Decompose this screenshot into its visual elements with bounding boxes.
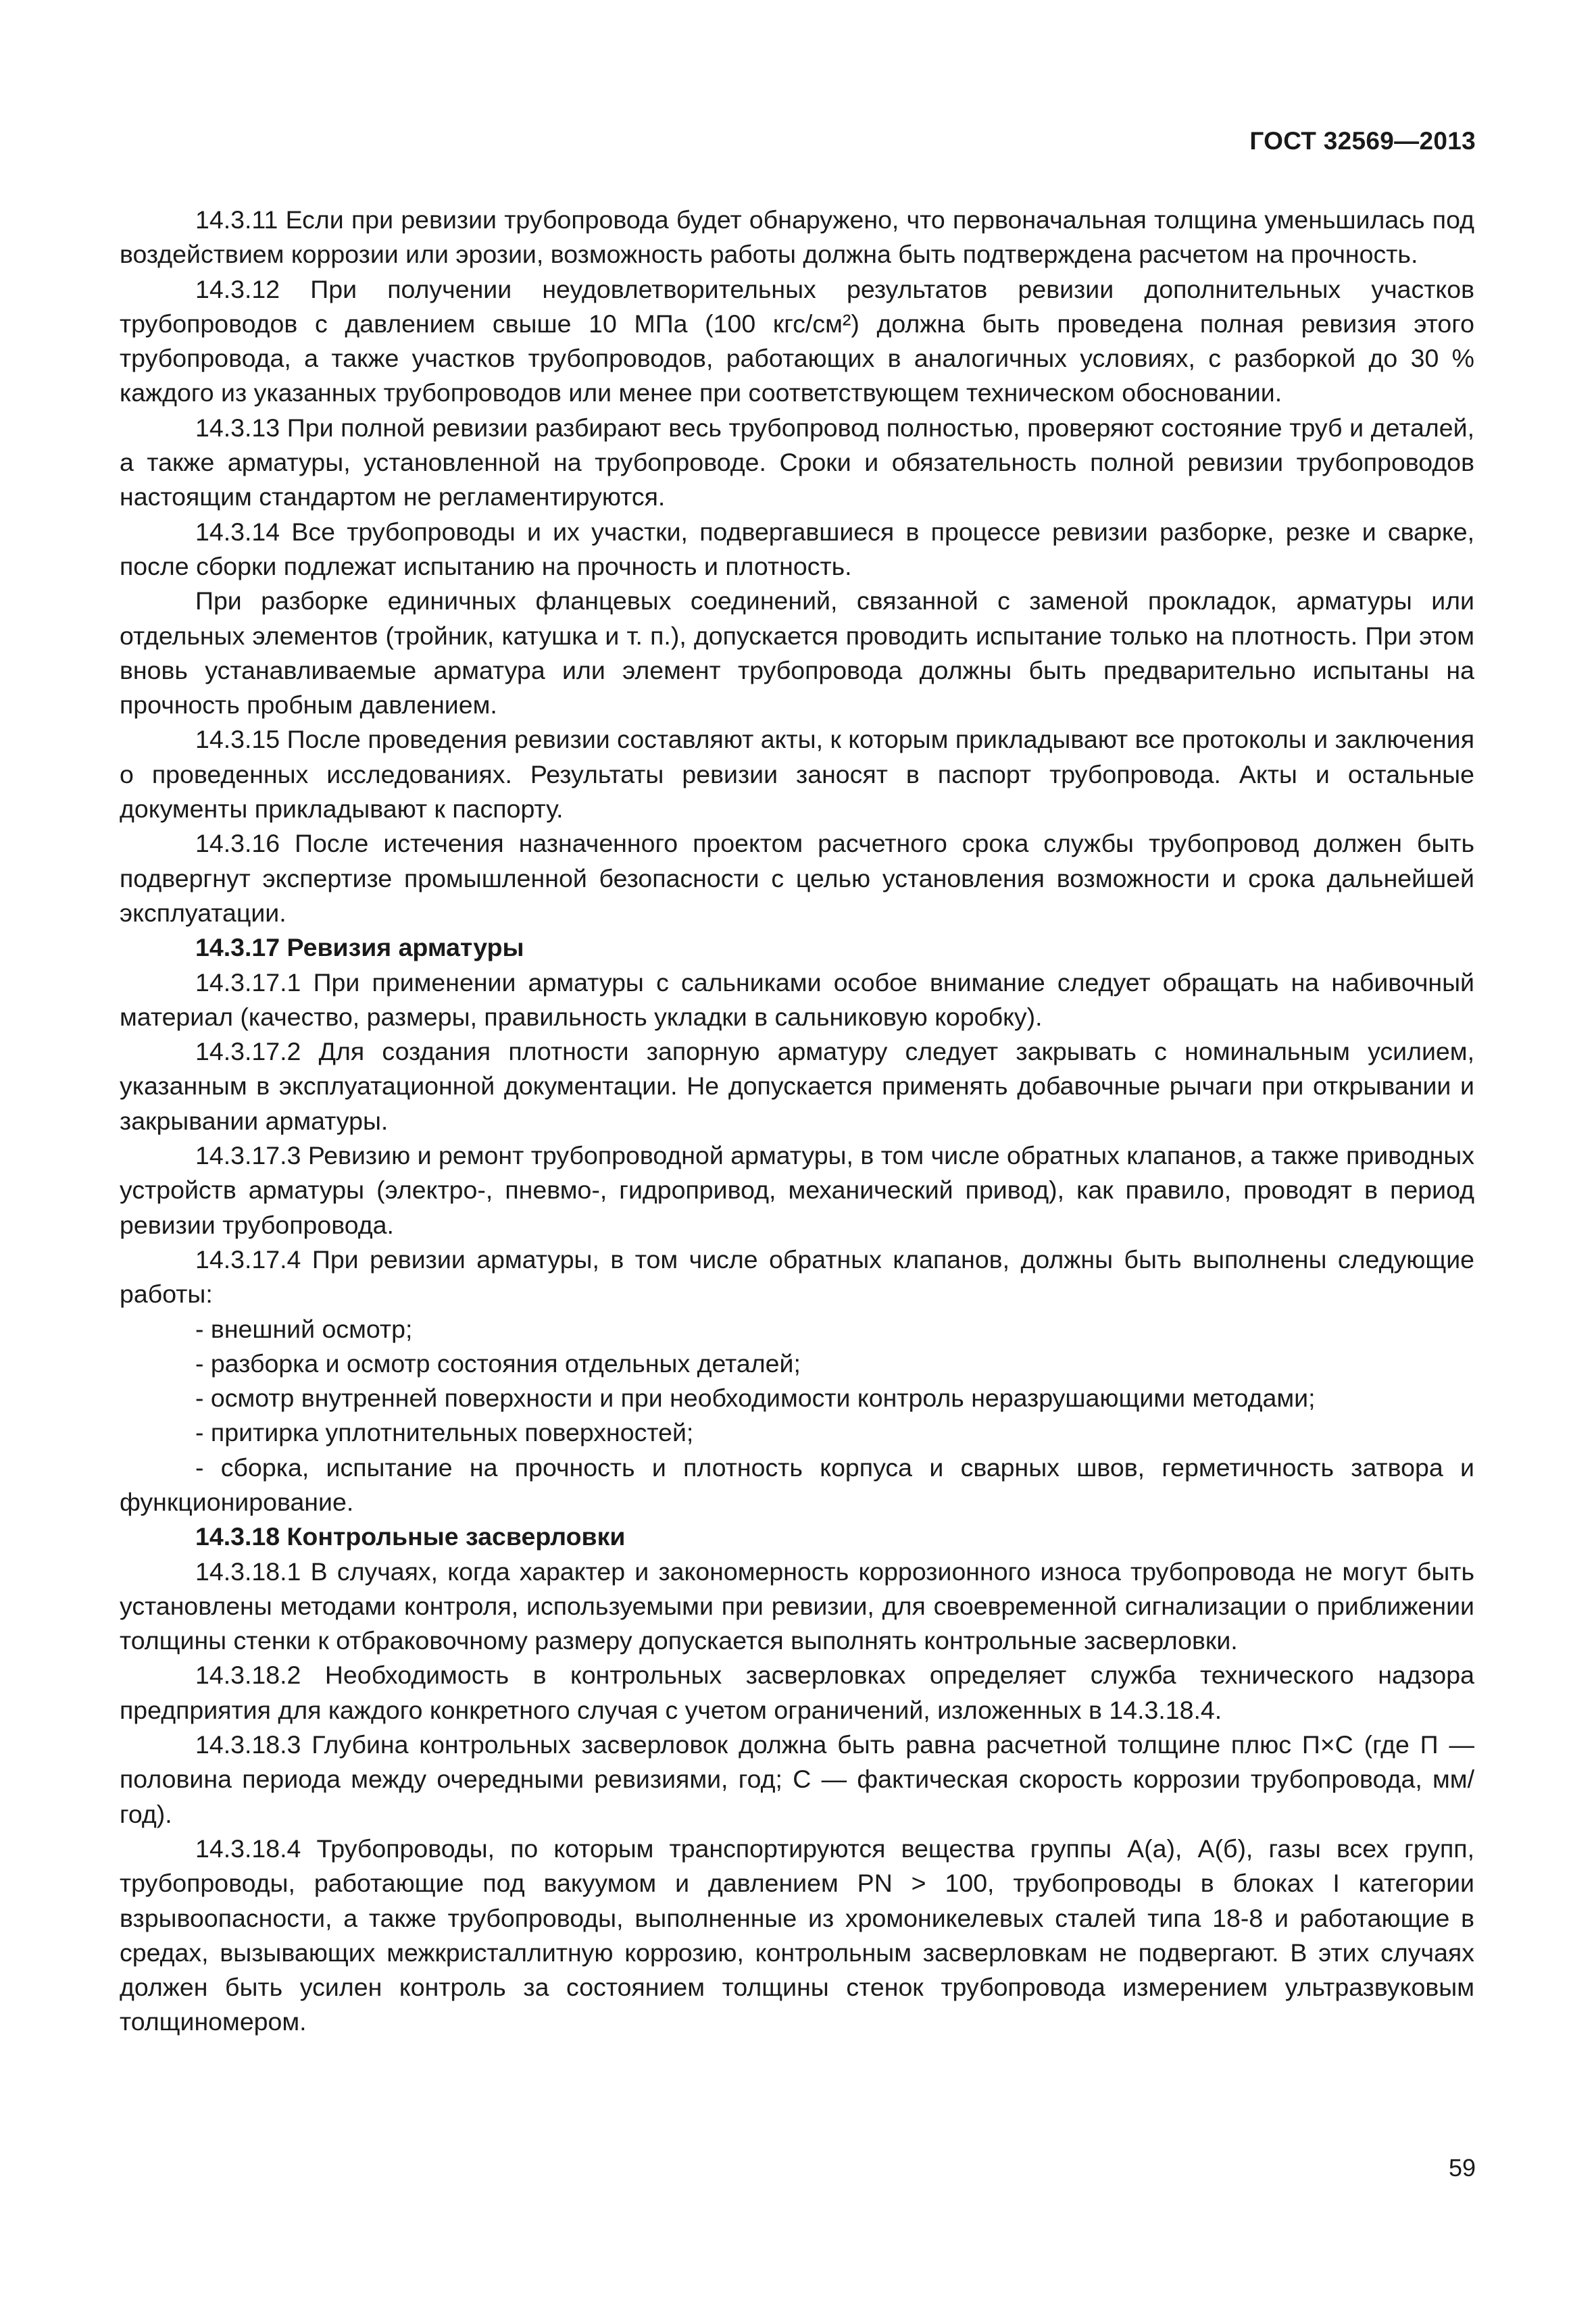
- paragraph-14-3-18-4: 14.3.18.4 Трубопроводы, по которым транспортируются вещества группы А(а), А(б), газы всех групп, трубопроводы, работающие под вакуумом и давлением PN > 100, трубопроводы в блоках I категории взрывоопасности, а также трубопроводы, выполненные из хромоникелевых сталей типа 18-8 и работающие в средах, вызывающих межкристаллитную коррозию, контрольным засверловкам не подвергают. В этих случаях должен быть усилен контроль за состоянием толщины стенок трубопровода измерением ультразвуковым толщиномером.: [120, 1834, 1474, 2036]
- section-heading-14-3-18: 14.3.18 Контрольные засверловки: [195, 1522, 626, 1551]
- paragraph-14-3-15: 14.3.15 После проведения ревизии составляют акты, к которым прикладывают все протоколы и заключения о проведенных исследованиях. Результаты ревизии заносят в паспорт трубопровода. Акты и остальные документы прикладывают к паспорту.: [120, 725, 1474, 824]
- paragraph-14-3-18-3: 14.3.18.3 Глубина контрольных засверловок должна быть равна расчетной толщине плюс П×С (где П — половина периода между очередными ревизиями, год; С — фактическая скорость коррозии трубопровода, мм/год).: [120, 1730, 1474, 1828]
- page-number: 59: [1448, 2154, 1476, 2182]
- paragraph-14-3-18-1: 14.3.18.1 В случаях, когда характер и закономерность коррозионного износа трубопровода не могут быть установлены методами контроля, используемыми при ревизии, для своевременной сигнализации о приближении толщины стенки к отбраковочному размеру допускается выполнять контрольные засверловки.: [120, 1557, 1474, 1655]
- list-item: - разборка и осмотр состояния отдельных деталей;: [195, 1349, 801, 1378]
- paragraph-14-3-12: 14.3.12 При получении неудовлетворительных результатов ревизии дополнительных участков трубопроводов с давлением свыше 10 МПа (100 кгс/см²) должна быть проведена полная ревизия этого трубопровода, а также участков трубопроводов, работающих в аналогичных условиях, с разборкой до 30 % каждого из указанных трубопроводов или менее при соответствующем техническом обосновании.: [120, 274, 1474, 407]
- paragraph-14-3-17-4: 14.3.17.4 При ревизии арматуры, в том числе обратных клапанов, должны быть выполнены следующие работы:: [120, 1244, 1474, 1309]
- paragraph-14-3-11: 14.3.11 Если при ревизии трубопровода будет обнаружено, что первоначальная толщина уменьшилась под воздействием коррозии или эрозии, возможность работы должна быть подтверждена расчетом на прочность.: [120, 205, 1474, 269]
- paragraph-14-3-17-2: 14.3.17.2 Для создания плотности запорную арматуру следует закрывать с номинальным усилием, указанным в эксплуатационной документации. Не допускается применять добавочные рычаги при открывании и закрывании арматуры.: [120, 1037, 1474, 1135]
- document-id: ГОСТ 32569—2013: [1249, 127, 1476, 155]
- section-heading-14-3-17: 14.3.17 Ревизия арматуры: [195, 933, 524, 962]
- paragraph-14-3-16: 14.3.16 После истечения назначенного проектом расчетного срока службы трубопровод должен быть подвергнут экспертизе промышленной безопасности с целью установления возможности и срока дальнейшей эксплуатации.: [120, 829, 1474, 927]
- list-item: - внешний осмотр;: [195, 1314, 413, 1343]
- list-item: - сборка, испытание на прочность и плотность корпуса и сварных швов, герметичность затвора и функционирование.: [120, 1453, 1474, 1516]
- document-body: [120, 203, 1474, 2040]
- paragraph-14-3-17-1: 14.3.17.1 При применении арматуры с сальниками особое внимание следует обращать на набивочный материал (качество, размеры, правильность укладки в сальниковую коробку).: [120, 967, 1474, 1031]
- list-item: - притирка уплотнительных поверхностей;: [195, 1418, 694, 1447]
- paragraph-14-3-14: 14.3.14 Все трубопроводы и их участки, подвергавшиеся в процессе ревизии разборке, резке и сварке, после сборки подлежат испытанию на прочность и плотность.: [120, 517, 1474, 580]
- list-item: - осмотр внутренней поверхности и при необходимости контроль неразрушающими методами;: [195, 1384, 1316, 1413]
- paragraph-flange-disassembly: При разборке единичных фланцевых соединений, связанной с заменой прокладок, арматуры или отдельных элементов (тройник, катушка и т. п.), допускается проводить испытание только на плотность. При этом вновь устанавливаемые арматура или элемент трубопровода должны быть предварительно испытаны на прочность пробным давлением.: [120, 586, 1474, 720]
- paragraph-14-3-17-3: 14.3.17.3 Ревизию и ремонт трубопроводной арматуры, в том числе обратных клапанов, а также приводных устройств арматуры (электро-, пневмо-, гидропривод, механический привод), как правило, проводят в период ревизии трубопровода.: [120, 1141, 1474, 1239]
- paragraph-14-3-18-2: 14.3.18.2 Необходимость в контрольных засверловках определяет служба технического надзора предприятия для каждого конкретного случая с учетом ограничений, изложенных в 14.3.18.4.: [120, 1661, 1474, 1724]
- paragraph-14-3-13: 14.3.13 При полной ревизии разбирают весь трубопровод полностью, проверяют состояние труб и деталей, а также арматуры, установленной на трубопроводе. Сроки и обязательность полной ревизии трубопроводов настоящим стандартом не регламентируются.: [120, 413, 1474, 511]
